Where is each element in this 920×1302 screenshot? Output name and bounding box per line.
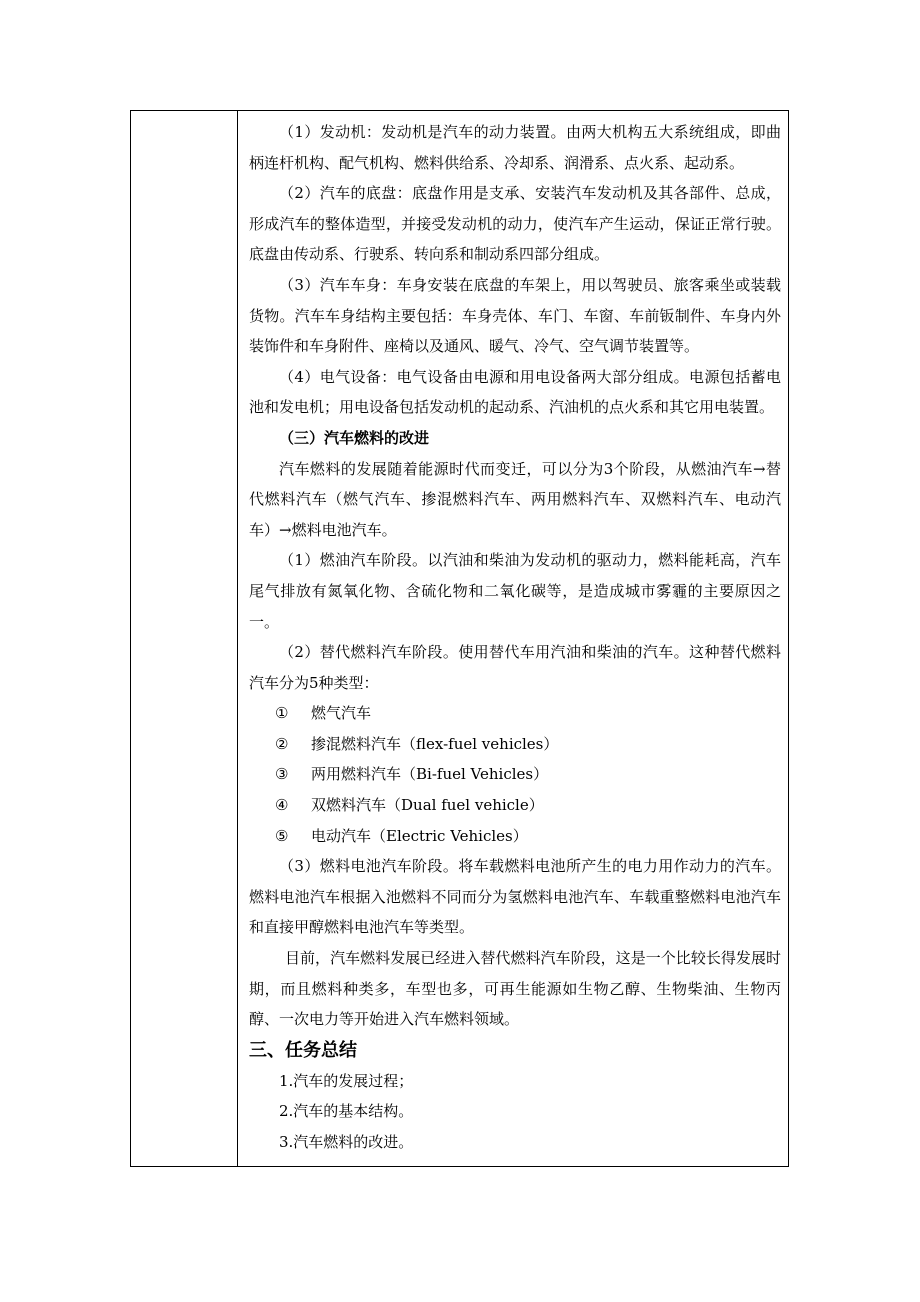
list-item-text: 双燃料汽车（Dual fuel vehicle） (311, 796, 544, 815)
document-table (130, 110, 789, 1167)
paragraph-engine: （1）发动机：发动机是汽车的动力装置。由两大机构五大系统组成，即曲柄连杆机构、配气机构、燃料供给系、冷却系、润滑系、点火系、起动系。 (249, 123, 781, 172)
list-item-number: ② (275, 734, 289, 753)
list-item-text: 电动汽车（Electric Vehicles） (311, 826, 528, 845)
list-item-text: 燃气汽车 (311, 704, 372, 723)
subheading-fuel-improvement: （三）汽车燃料的改进 (279, 428, 430, 447)
paragraph-current-status: 目前，汽车燃料发展已经进入替代燃料汽车阶段，这是一个比较长得发展时期，而且燃料种类多，车型也多，可再生能源如生物乙醇、生物柴油、生物丙醇、一次电力等开始进入汽车燃料领域。 (249, 949, 781, 1029)
paragraph-body: （3）汽车车身：车身安装在底盘的车架上，用以驾驶员、旅客乘坐或装载货物。汽车车身结构主要包括：车身壳体、车门、车窗、车前钣制件、车身内外装饰件和车身附件、座椅以及通风、暖气、冷气、空气调节装置等。 (249, 275, 781, 356)
list-item-text: 掺混燃料汽车（flex-fuel vehicles） (311, 734, 559, 753)
paragraph-stage-3: （3）燃料电池汽车阶段。将车载燃料电池所产生的电力用作动力的汽车。燃料电池汽车根据入池燃料不同而分为氢燃料电池汽车、车载重整燃料电池汽车和直接甲醇燃料电池汽车等类型。 (249, 857, 781, 937)
summary-item: 1.汽车的发展过程； (279, 1071, 414, 1090)
table-left-column (131, 111, 238, 1166)
list-item (249, 698, 781, 729)
section-heading-summary: 三、任务总结 (249, 1039, 357, 1061)
summary-item: 3.汽车燃料的改进。 (279, 1133, 414, 1151)
summary-item: 2.汽车的基本结构。 (279, 1102, 414, 1121)
fuel-type-list (249, 698, 781, 851)
paragraph-electrical: （4）电气设备：电气设备由电源和用电设备两大部分组成。电源包括蓄电池和发电机；用电设备包括发动机的起动系、汽油机的点火系和其它用电装置。 (249, 367, 781, 417)
list-item-number: ① (275, 704, 289, 723)
paragraph-stage-1: （1）燃油汽车阶段。以汽油和柴油为发动机的驱动力，燃料能耗高，汽车尾气排放有氮氧化物、含硫化物和二氧化碳等，是造成城市雾霾的主要原因之一。 (249, 551, 781, 631)
list-item-number: ⑤ (275, 826, 289, 845)
list-item (249, 729, 781, 760)
paragraph-stage-2: （2）替代燃料汽车阶段。使用替代车用汽油和柴油的汽车。这种替代燃料汽车分为5种类型： (249, 643, 781, 692)
paragraph-chassis: （2）汽车的底盘：底盘作用是支承、安装汽车发动机及其各部件、总成，形成汽车的整体造型，并接受发动机的动力，使汽车产生运动，保证正常行驶。底盘由传动系、行驶系、转向系和制动系四部分组成。 (249, 184, 781, 264)
list-item-text: 两用燃料汽车（Bi-fuel Vehicles） (311, 765, 549, 784)
table-content-cell (249, 117, 781, 1158)
list-item (249, 821, 781, 852)
list-item (249, 790, 781, 821)
list-item (249, 759, 781, 790)
paragraph-fuel-stages: 汽车燃料的发展随着能源时代而变迁，可以分为3个阶段，从燃油汽车→替代燃料汽车（燃气汽车、掺混燃料汽车、两用燃料汽车、双燃料汽车、电动汽车）→燃料电池汽车。 (249, 459, 781, 539)
list-item-number: ④ (275, 796, 289, 815)
list-item-number: ③ (275, 765, 289, 784)
